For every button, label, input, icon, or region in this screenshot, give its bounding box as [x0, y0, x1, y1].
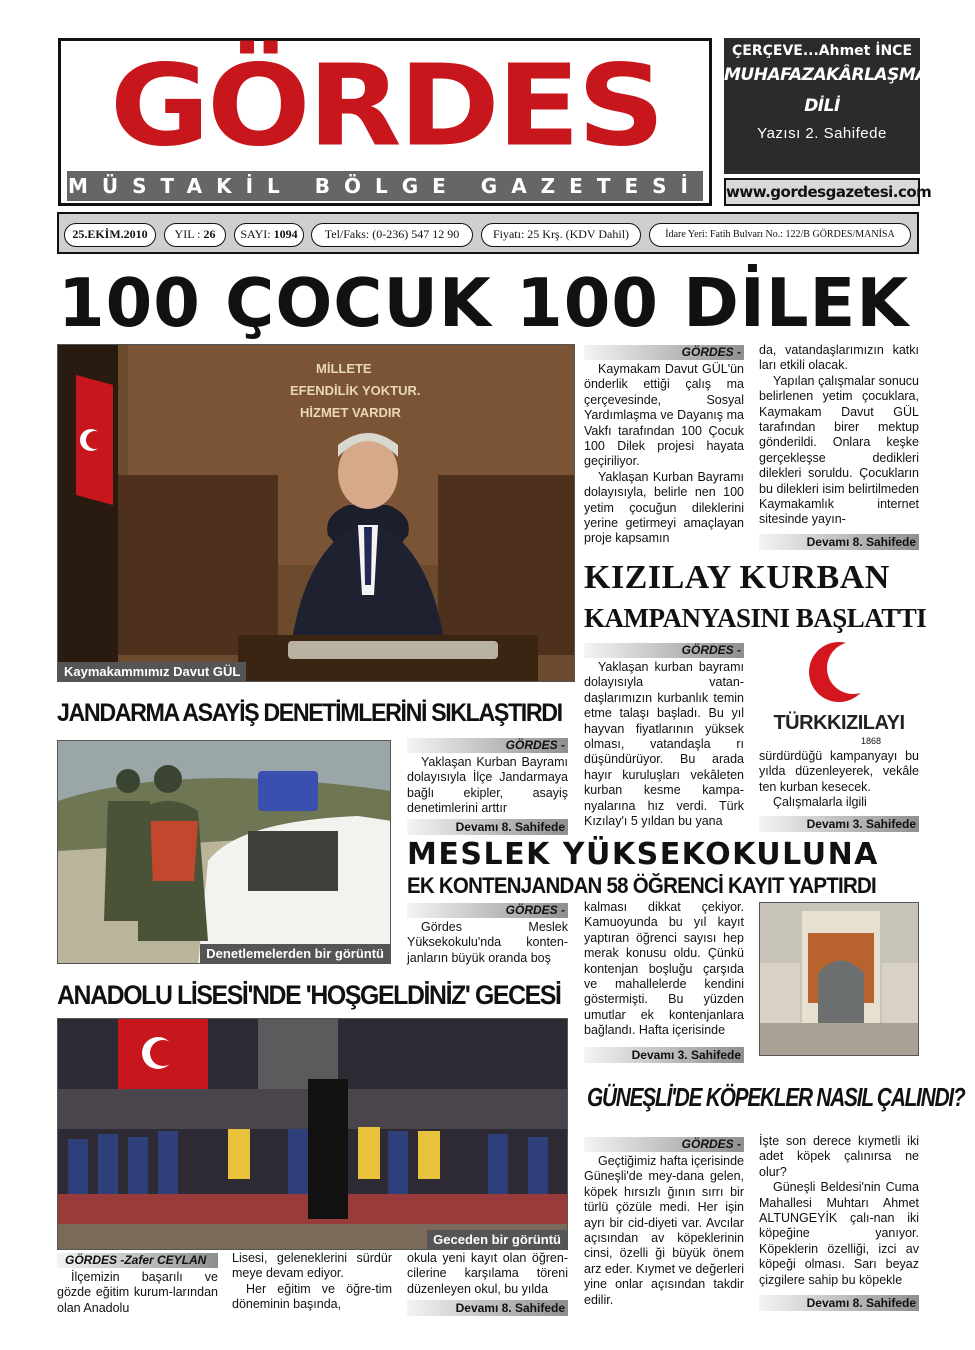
jandarma-story [407, 738, 568, 817]
gunesli-source: GÖRDES - [584, 1137, 744, 1152]
column-author: ÇERÇEVE...Ahmet İNCE [731, 43, 913, 59]
anadolu-col1 [57, 1253, 218, 1316]
kizilay-continued-link[interactable]: Devamı 3. Sahifede [759, 816, 919, 832]
lead-paragraph-4: Yapılan çalışmalar sonucu belirlenen yetim çocuklara, Kaymakam Davut GÜL tarafından birer mektup gönderildi. Onlara keşke gerçekleşse dedikleri dilekleri soruldu. Çocukların bu dilekleri isim belirtilmeden Kaymakamlık internet sitesinde yayın- [759, 373, 919, 527]
anadolu-paragraph-2: Lisesi, geleneklerini sürdür meye devam ediyor. [232, 1251, 392, 1281]
issue-number: SAYI: 1094 [234, 223, 304, 247]
anadolu-col3 [407, 1251, 568, 1297]
jandarma-photo-caption: Denetlemelerden bir görüntü [200, 944, 390, 963]
kizilay-paragraph-3: Çalışmalarla ilgili [773, 795, 867, 810]
jandarma-paragraph: Yaklaşan Kurban Bayramı dolayısıyla İlçe Jandarmaya bağlı ekipler, asayiş denetimlerini arttır [407, 755, 568, 816]
gunesli-paragraph-2: İşte son derece kıymetli iki adet köpek çalınırsa ne olur? [759, 1134, 919, 1179]
lead-continued-link[interactable]: Devamı 8. Sahifede [759, 534, 919, 550]
kizilay-col2 [759, 749, 919, 811]
meslek-headline-1[interactable]: MESLEK YÜKSEKOKULUNA [407, 837, 879, 872]
anadolu-continued-link[interactable]: Devamı 8. Sahifede [407, 1300, 568, 1316]
anadolu-col2 [232, 1251, 392, 1313]
school-gate-image [760, 903, 919, 1056]
gunesli-continued-link[interactable]: Devamı 8. Sahifede [759, 1295, 919, 1311]
jandarma-photo[interactable] [57, 740, 391, 964]
newspaper-logo: GÖRDES [109, 40, 663, 172]
phone-fax: Tel/Faks: (0-236) 547 12 90 [311, 223, 473, 247]
anadolu-photo-caption: Geceden bir görüntü [427, 1230, 567, 1249]
meslek-col2 [584, 900, 744, 1039]
column-page-ref: Yazısı 2. Sahifede [757, 125, 887, 142]
lead-paragraph-2: Yaklaşan Kurban Bayramı dolayısıyla, belirle nen 100 yetim çocuğun dileklerini yerine getirmeyi amaçlayan proje kapsamın [584, 469, 744, 546]
anadolu-headline[interactable]: ANADOLU LİSESİ'NDE 'HOŞGELDİNİZ' GECESİ [57, 980, 561, 1010]
ceremony-image [58, 1019, 568, 1250]
crescent-icon [759, 636, 919, 706]
jandarma-source: GÖRDES - [407, 738, 568, 753]
governor-office-image [58, 345, 575, 682]
meslek-paragraph-1: Gördes Meslek Yüksekokulu'nda konten-janların büyük oranda boş [407, 920, 568, 965]
kizilay-headline-1[interactable]: KIZILAY KURBAN [584, 559, 890, 596]
turk-kizilayi-logo [759, 636, 919, 748]
meslek-source: GÖRDES - [407, 903, 568, 918]
kizilay-paragraph-1: Yaklaşan kurban bayramı dolayısıyla vatan-daşlarımızın kurbanlık temin etme talaşı başladı. Bu yıl hayvan fiyatlarının yüksek olması, vatandaşla rı düşündürüyor. Bu arada hayır kuruluşları vekâleten kurban kesme kampa-nyalarına hız verdi. Türk Kızılay'ı 5 yıldan bu yana [584, 660, 744, 829]
column-teaser-box[interactable] [724, 38, 962, 174]
column-title-line1: MUHAFAZAKÂRLAŞMANIN [724, 65, 962, 85]
anadolu-paragraph-1: İlçemizin başarılı ve gözde eğitim kurum-larından olan Anadolu [57, 1270, 218, 1315]
jandarma-continued-link[interactable]: Devamı 8. Sahifede [407, 819, 568, 835]
info-bar [57, 212, 919, 254]
kizilay-headline-2[interactable]: KAMPANYASINI BAŞLATTI [584, 603, 927, 633]
anadolu-source: GÖRDES -Zafer CEYLAN [57, 1253, 218, 1268]
masthead [58, 38, 712, 206]
gunesli-paragraph-3: Güneşli Beldesi'nin Cuma Mahallesi Muhtarı Ahmet ALTUNGEYİK çalı-nan iki köpeğine yanıyor. Köpeklerin özelliği, izci av köpeği olması. Sarı beyaz çizgilere sahip bu köpekle [759, 1180, 919, 1287]
lead-photo-caption: Kaymakammımız Davut GÜL [58, 662, 246, 681]
sign-line-2: EFENDİLİK YOKTUR. [290, 383, 421, 398]
newspaper-subtitle: MÜSTAKİL BÖLGE GAZETESİ [67, 171, 703, 201]
gunesli-headline[interactable]: GÜNEŞLİ'DE KÖPEKLER NASIL ÇALINDI? [587, 1082, 965, 1112]
gunesli-paragraph-1: Geçtiğimiz hafta içerisinde Güneşli'de mey-dana gelen, köpek hırsızlı ğının sırrı bir türlü çözüle medi. Her işin ayrı bir cid-diyeti var. Avcılar açısından av köpeklerinin cinsi, özelli ği büyük önem arz eder. Kıymet ve değerleri yine onlar açısından takdir edilir. [584, 1154, 744, 1307]
gunesli-col1 [584, 1137, 744, 1308]
checkpoint-image [58, 741, 391, 964]
website-link[interactable]: www.gordesgazetesi.com [724, 178, 920, 206]
kizilay-source: GÖRDES - [584, 643, 744, 658]
issue-date: 25.EKİM.2010 [64, 223, 156, 247]
meslek-continued-link[interactable]: Devamı 3. Sahifede [584, 1047, 744, 1063]
lead-story-col2 [759, 343, 919, 528]
meslek-photo[interactable] [759, 902, 919, 1056]
main-headline[interactable]: 100 ÇOCUK 100 DİLEK [58, 264, 910, 342]
meslek-headline-2[interactable]: EK KONTENJANDAN 58 ÖĞRENCİ KAYIT YAPTIRDI [407, 873, 876, 898]
column-title-line2: DİLİ [804, 96, 840, 116]
lead-paragraph-1: Kaymakam Davut GÜL'ün önderlik ettiği çalış ma çerçevesinde, Sosyal Yardımlaşma ve Dayanış ma Vakfı tarafından 100 Çocuk 100 Dilek projesi hayata geçiriliyor. [584, 362, 744, 469]
meslek-col1 [407, 903, 568, 966]
issue-price: Fiyatı: 25 Krş. (KDV Dahil) [481, 223, 641, 247]
kizilay-col1 [584, 643, 744, 829]
anadolu-photo[interactable] [57, 1018, 568, 1250]
sign-line-3: HİZMET VARDIR [300, 405, 401, 420]
lead-photo[interactable] [57, 344, 575, 682]
anadolu-paragraph-3: Her eğitim ve öğre-tim döneminin başında, [232, 1281, 392, 1312]
lead-story-col1 [584, 345, 744, 547]
lead-source: GÖRDES - [584, 345, 744, 360]
sign-line-1: MİLLETE [316, 361, 372, 376]
anadolu-paragraph-4: okula yeni kayıt olan öğren-cilerine karşılama töreni düzenleyen okul, bu yılda [407, 1251, 568, 1296]
jandarma-headline[interactable]: JANDARMA ASAYİŞ DENETİMLERİNİ SIKLAŞTIRDI [57, 699, 562, 727]
issue-year: YIL : 26 [164, 223, 226, 247]
kizilay-logo-year: 1868 [860, 736, 881, 746]
meslek-paragraph-2: kalması dikkat çekiyor. Kamuoyunda bu yıl kayıt yaptıran öğrenci sayısı hep merak konusu oldu. Çünkü kontenjan boşluğu çarşıda ve mahallelerde kendini göstermişti. Bu yüzden umutlar ek kontenjanlara bağlandı. Hafta içerisinde [584, 900, 744, 1038]
kizilay-logo-text: TÜRKKIZILAYI [773, 712, 905, 734]
lead-paragraph-3: da, vatandaşlarımızın katkı ları etkili olacak. [759, 343, 919, 373]
gunesli-col2 [759, 1134, 919, 1288]
office-address: İdare Yeri: Fatih Bulvarı No.: 122/B GÖRDES/MANİSA [649, 223, 911, 247]
kizilay-paragraph-2: sürdürdüğü kampanyayı bu yılda düzenleyerek, vekâle ten kurban kesecek. [759, 749, 919, 794]
